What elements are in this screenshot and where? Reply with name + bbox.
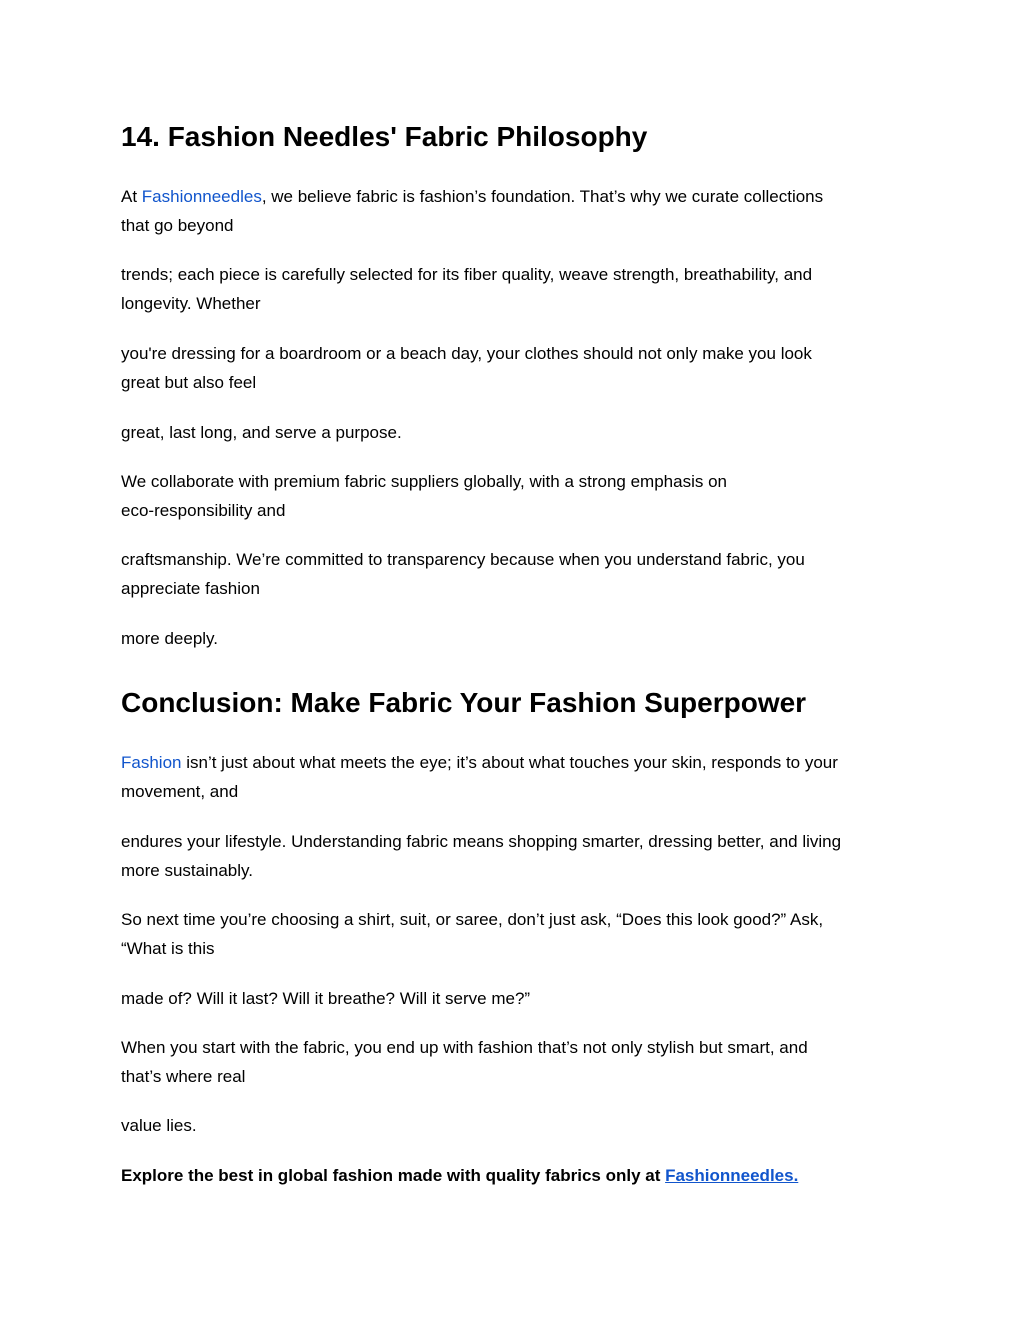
text: that go beyond [121,216,234,235]
cta-text: Explore the best in global fashion made with quality fabrics only at [121,1166,666,1185]
text: So next time you’re choosing a shirt, suit, or saree, don’t just ask, “Does this look good?” Ask, [121,910,824,929]
text: isn’t just about what meets the eye; it’s about what touches your skin, responds to your [181,753,838,772]
text: longevity. Whether [121,294,261,313]
fashionneedles-cta-link[interactable]: Fashionneedles. [665,1166,799,1185]
text: “What is this [121,939,215,958]
fashionneedles-link[interactable]: Fashionneedles [141,187,262,206]
text: craftsmanship. We’re committed to transparency because when you understand fabric, you [121,550,805,569]
text: movement, and [121,782,239,801]
text: trends; each piece is carefully selected for its fiber quality, weave strength, breathability, and [121,265,813,284]
paragraph-intro [121,182,911,240]
text: , we believe fabric is fashion’s foundation. That’s why we curate collections [261,187,824,206]
text: When you start with the fabric, you end up with fashion that’s not only stylish but smart, and [121,1038,808,1057]
text: At [121,187,142,206]
paragraph: made of? Will it last? Will it breathe? Will it serve me?” [121,989,531,1008]
paragraph [121,905,911,963]
paragraph: value lies. [121,1116,197,1135]
paragraph [121,748,911,806]
paragraph [121,1033,911,1091]
text: appreciate fashion [121,579,260,598]
paragraph [121,467,911,525]
text: you're dressing for a boardroom or a beach day, your clothes should not only make you look [121,344,812,363]
paragraph [121,339,911,397]
paragraph: more deeply. [121,629,219,648]
call-to-action [121,1161,911,1190]
text: more sustainably. [121,861,253,880]
text: We collaborate with premium fabric suppliers globally, with a strong emphasis on [121,472,727,491]
section-heading-fabric-philosophy: 14. Fashion Needles' Fabric Philosophy [121,121,648,152]
paragraph [121,545,911,603]
text: that’s where real [121,1067,246,1086]
text: endures your lifestyle. Understanding fabric means shopping smarter, dressing better, and living [121,832,842,851]
fashion-link[interactable]: Fashion [121,753,182,772]
paragraph [121,827,911,885]
text: great but also feel [121,373,257,392]
text: eco-responsibility and [121,501,286,520]
paragraph: great, last long, and serve a purpose. [121,423,402,442]
section-heading-conclusion: Conclusion: Make Fabric Your Fashion Superpower [121,687,807,718]
paragraph [121,260,911,318]
